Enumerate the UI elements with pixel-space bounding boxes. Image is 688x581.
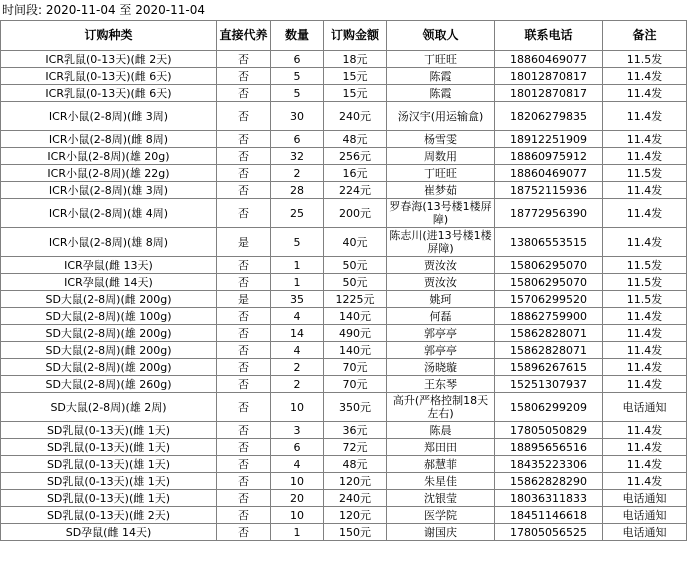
recipient-cell: 何磊 <box>387 308 495 325</box>
table-row <box>1 228 687 257</box>
header-cell: 订购金额 <box>324 21 387 51</box>
phone-cell: 18206279835 <box>495 102 603 131</box>
quantity-cell: 1 <box>271 524 324 541</box>
order-type-cell: ICR小鼠(2-8周)(雄 8周) <box>1 228 217 257</box>
order-type-cell: SD乳鼠(0-13天)(雌 1天) <box>1 490 217 507</box>
note-cell: 11.4发 <box>603 182 687 199</box>
order-type-cell: ICR小鼠(2-8周)(雌 8周) <box>1 131 217 148</box>
note-cell: 11.4发 <box>603 422 687 439</box>
note-cell: 11.4发 <box>603 456 687 473</box>
amount-cell: 50元 <box>324 274 387 291</box>
recipient-cell: 郑田田 <box>387 439 495 456</box>
quantity-cell: 28 <box>271 182 324 199</box>
recipient-cell: 罗春海(13号楼1楼屏障) <box>387 199 495 228</box>
amount-cell: 50元 <box>324 257 387 274</box>
phone-cell: 18860469077 <box>495 165 603 182</box>
header-cell: 订购种类 <box>1 21 217 51</box>
amount-cell: 72元 <box>324 439 387 456</box>
table-row <box>1 507 687 524</box>
direct-rearing-cell: 否 <box>217 422 271 439</box>
table-row <box>1 524 687 541</box>
phone-cell: 13806553515 <box>495 228 603 257</box>
recipient-cell: 郭亭亭 <box>387 342 495 359</box>
note-cell: 11.4发 <box>603 473 687 490</box>
direct-rearing-cell: 否 <box>217 148 271 165</box>
quantity-cell: 2 <box>271 376 324 393</box>
note-cell: 11.5发 <box>603 257 687 274</box>
phone-cell: 18451146618 <box>495 507 603 524</box>
order-type-cell: ICR孕鼠(雌 13天) <box>1 257 217 274</box>
quantity-cell: 5 <box>271 228 324 257</box>
direct-rearing-cell: 否 <box>217 102 271 131</box>
quantity-cell: 10 <box>271 473 324 490</box>
direct-rearing-cell: 否 <box>217 359 271 376</box>
quantity-cell: 25 <box>271 199 324 228</box>
quantity-cell: 6 <box>271 439 324 456</box>
direct-rearing-cell: 否 <box>217 524 271 541</box>
quantity-cell: 4 <box>271 342 324 359</box>
amount-cell: 256元 <box>324 148 387 165</box>
recipient-cell: 周数用 <box>387 148 495 165</box>
note-cell: 11.5发 <box>603 291 687 308</box>
recipient-cell: 陈霞 <box>387 85 495 102</box>
direct-rearing-cell: 否 <box>217 68 271 85</box>
direct-rearing-cell: 否 <box>217 51 271 68</box>
table-row <box>1 68 687 85</box>
quantity-cell: 4 <box>271 308 324 325</box>
recipient-cell: 高升(严格控制18天左右) <box>387 393 495 422</box>
note-cell: 11.4发 <box>603 325 687 342</box>
direct-rearing-cell: 否 <box>217 182 271 199</box>
phone-cell: 18912251909 <box>495 131 603 148</box>
recipient-cell: 汤晓璇 <box>387 359 495 376</box>
table-row <box>1 325 687 342</box>
amount-cell: 490元 <box>324 325 387 342</box>
order-type-cell: SD乳鼠(0-13天)(雌 2天) <box>1 507 217 524</box>
table-row <box>1 376 687 393</box>
amount-cell: 15元 <box>324 68 387 85</box>
quantity-cell: 14 <box>271 325 324 342</box>
table-row <box>1 359 687 376</box>
header-cell: 领取人 <box>387 21 495 51</box>
phone-cell: 17805056525 <box>495 524 603 541</box>
direct-rearing-cell: 否 <box>217 376 271 393</box>
recipient-cell: 沈银莹 <box>387 490 495 507</box>
order-type-cell: SD大鼠(2-8周)(雄 260g) <box>1 376 217 393</box>
table-row <box>1 257 687 274</box>
quantity-cell: 3 <box>271 422 324 439</box>
phone-cell: 18895656516 <box>495 439 603 456</box>
amount-cell: 140元 <box>324 342 387 359</box>
order-type-cell: ICR乳鼠(0-13天)(雌 6天) <box>1 85 217 102</box>
phone-cell: 17805050829 <box>495 422 603 439</box>
direct-rearing-cell: 是 <box>217 291 271 308</box>
phone-cell: 15862828290 <box>495 473 603 490</box>
amount-cell: 120元 <box>324 507 387 524</box>
recipient-cell: 朱星佳 <box>387 473 495 490</box>
note-cell: 11.5发 <box>603 274 687 291</box>
table-row <box>1 308 687 325</box>
phone-cell: 15706299520 <box>495 291 603 308</box>
note-cell: 11.4发 <box>603 342 687 359</box>
amount-cell: 120元 <box>324 473 387 490</box>
header-row <box>1 21 687 51</box>
recipient-cell: 陈霞 <box>387 68 495 85</box>
direct-rearing-cell: 否 <box>217 199 271 228</box>
recipient-cell: 谢国庆 <box>387 524 495 541</box>
orders-body <box>1 51 687 541</box>
recipient-cell: 汤汉宇(用运输盒) <box>387 102 495 131</box>
recipient-cell: 姚珂 <box>387 291 495 308</box>
date-range: 时间段: 2020-11-04 至 2020-11-04 <box>2 3 205 17</box>
amount-cell: 18元 <box>324 51 387 68</box>
order-type-cell: SD乳鼠(0-13天)(雄 1天) <box>1 456 217 473</box>
note-cell: 11.4发 <box>603 85 687 102</box>
phone-cell: 18012870817 <box>495 85 603 102</box>
order-type-cell: ICR乳鼠(0-13天)(雌 6天) <box>1 68 217 85</box>
header-cell: 联系电话 <box>495 21 603 51</box>
recipient-cell: 郭亭亭 <box>387 325 495 342</box>
phone-cell: 18036311833 <box>495 490 603 507</box>
note-cell: 11.4发 <box>603 102 687 131</box>
header-cell: 直接代养 <box>217 21 271 51</box>
table-row <box>1 148 687 165</box>
recipient-cell: 陈晨 <box>387 422 495 439</box>
note-cell: 11.4发 <box>603 376 687 393</box>
direct-rearing-cell: 否 <box>217 490 271 507</box>
phone-cell: 15806295070 <box>495 257 603 274</box>
direct-rearing-cell: 否 <box>217 456 271 473</box>
direct-rearing-cell: 否 <box>217 85 271 102</box>
recipient-cell: 贾汝汝 <box>387 257 495 274</box>
recipient-cell: 贾汝汝 <box>387 274 495 291</box>
note-cell: 11.4发 <box>603 199 687 228</box>
quantity-cell: 2 <box>271 165 324 182</box>
note-cell: 11.4发 <box>603 131 687 148</box>
table-row <box>1 422 687 439</box>
order-type-cell: SD大鼠(2-8周)(雄 200g) <box>1 325 217 342</box>
phone-cell: 18860975912 <box>495 148 603 165</box>
order-type-cell: ICR孕鼠(雌 14天) <box>1 274 217 291</box>
phone-cell: 18862759900 <box>495 308 603 325</box>
order-type-cell: SD乳鼠(0-13天)(雌 1天) <box>1 439 217 456</box>
order-type-cell: ICR小鼠(2-8周)(雄 22g) <box>1 165 217 182</box>
amount-cell: 240元 <box>324 490 387 507</box>
amount-cell: 36元 <box>324 422 387 439</box>
direct-rearing-cell: 否 <box>217 507 271 524</box>
note-cell: 11.4发 <box>603 308 687 325</box>
phone-cell: 15806299209 <box>495 393 603 422</box>
direct-rearing-cell: 否 <box>217 131 271 148</box>
order-type-cell: SD大鼠(2-8周)(雌 200g) <box>1 291 217 308</box>
note-cell: 11.4发 <box>603 228 687 257</box>
direct-rearing-cell: 否 <box>217 274 271 291</box>
note-cell: 11.4发 <box>603 148 687 165</box>
quantity-cell: 2 <box>271 359 324 376</box>
phone-cell: 15862828071 <box>495 342 603 359</box>
note-cell: 电话通知 <box>603 393 687 422</box>
phone-cell: 18752115936 <box>495 182 603 199</box>
direct-rearing-cell: 否 <box>217 342 271 359</box>
amount-cell: 70元 <box>324 376 387 393</box>
quantity-cell: 10 <box>271 507 324 524</box>
table-row <box>1 439 687 456</box>
header-cell: 备注 <box>603 21 687 51</box>
note-cell: 11.4发 <box>603 439 687 456</box>
note-cell: 11.5发 <box>603 165 687 182</box>
quantity-cell: 4 <box>271 456 324 473</box>
table-row <box>1 291 687 308</box>
orders-table <box>0 20 687 541</box>
direct-rearing-cell: 否 <box>217 325 271 342</box>
order-type-cell: ICR小鼠(2-8周)(雄 3周) <box>1 182 217 199</box>
quantity-cell: 30 <box>271 102 324 131</box>
direct-rearing-cell: 否 <box>217 165 271 182</box>
amount-cell: 150元 <box>324 524 387 541</box>
table-row <box>1 182 687 199</box>
table-row <box>1 102 687 131</box>
amount-cell: 200元 <box>324 199 387 228</box>
order-type-cell: SD大鼠(2-8周)(雄 200g) <box>1 359 217 376</box>
order-type-cell: ICR小鼠(2-8周)(雄 4周) <box>1 199 217 228</box>
quantity-cell: 35 <box>271 291 324 308</box>
quantity-cell: 6 <box>271 51 324 68</box>
amount-cell: 48元 <box>324 456 387 473</box>
table-row <box>1 490 687 507</box>
order-type-cell: SD孕鼠(雌 14天) <box>1 524 217 541</box>
direct-rearing-cell: 否 <box>217 308 271 325</box>
amount-cell: 1225元 <box>324 291 387 308</box>
direct-rearing-cell: 否 <box>217 439 271 456</box>
recipient-cell: 丁旺旺 <box>387 51 495 68</box>
table-row <box>1 85 687 102</box>
table-row <box>1 51 687 68</box>
order-type-cell: ICR乳鼠(0-13天)(雌 2天) <box>1 51 217 68</box>
note-cell: 11.4发 <box>603 68 687 85</box>
phone-cell: 18012870817 <box>495 68 603 85</box>
quantity-cell: 1 <box>271 257 324 274</box>
amount-cell: 350元 <box>324 393 387 422</box>
note-cell: 11.5发 <box>603 51 687 68</box>
recipient-cell: 王东琴 <box>387 376 495 393</box>
quantity-cell: 5 <box>271 68 324 85</box>
note-cell: 电话通知 <box>603 490 687 507</box>
note-cell: 电话通知 <box>603 524 687 541</box>
table-row <box>1 131 687 148</box>
phone-cell: 15251307937 <box>495 376 603 393</box>
quantity-cell: 10 <box>271 393 324 422</box>
order-type-cell: SD大鼠(2-8周)(雄 2周) <box>1 393 217 422</box>
note-cell: 电话通知 <box>603 507 687 524</box>
order-type-cell: SD大鼠(2-8周)(雌 200g) <box>1 342 217 359</box>
order-type-cell: SD乳鼠(0-13天)(雌 1天) <box>1 422 217 439</box>
table-row <box>1 274 687 291</box>
order-type-cell: ICR小鼠(2-8周)(雄 20g) <box>1 148 217 165</box>
amount-cell: 140元 <box>324 308 387 325</box>
quantity-cell: 1 <box>271 274 324 291</box>
phone-cell: 15806295070 <box>495 274 603 291</box>
table-row <box>1 342 687 359</box>
amount-cell: 16元 <box>324 165 387 182</box>
quantity-cell: 32 <box>271 148 324 165</box>
amount-cell: 15元 <box>324 85 387 102</box>
phone-cell: 15862828071 <box>495 325 603 342</box>
table-row <box>1 393 687 422</box>
recipient-cell: 崔梦茹 <box>387 182 495 199</box>
table-row <box>1 199 687 228</box>
table-row <box>1 473 687 490</box>
phone-cell: 18860469077 <box>495 51 603 68</box>
direct-rearing-cell: 否 <box>217 257 271 274</box>
amount-cell: 40元 <box>324 228 387 257</box>
phone-cell: 18435223306 <box>495 456 603 473</box>
table-row <box>1 165 687 182</box>
table-row <box>1 456 687 473</box>
recipient-cell: 医学院 <box>387 507 495 524</box>
recipient-cell: 陈志川(进13号楼1楼屏障) <box>387 228 495 257</box>
direct-rearing-cell: 是 <box>217 228 271 257</box>
recipient-cell: 杨雪雯 <box>387 131 495 148</box>
amount-cell: 240元 <box>324 102 387 131</box>
order-type-cell: SD大鼠(2-8周)(雄 100g) <box>1 308 217 325</box>
phone-cell: 18772956390 <box>495 199 603 228</box>
amount-cell: 70元 <box>324 359 387 376</box>
amount-cell: 224元 <box>324 182 387 199</box>
direct-rearing-cell: 否 <box>217 393 271 422</box>
direct-rearing-cell: 否 <box>217 473 271 490</box>
order-type-cell: ICR小鼠(2-8周)(雌 3周) <box>1 102 217 131</box>
recipient-cell: 郝慧菲 <box>387 456 495 473</box>
note-cell: 11.4发 <box>603 359 687 376</box>
quantity-cell: 6 <box>271 131 324 148</box>
amount-cell: 48元 <box>324 131 387 148</box>
order-type-cell: SD乳鼠(0-13天)(雄 1天) <box>1 473 217 490</box>
quantity-cell: 5 <box>271 85 324 102</box>
phone-cell: 15896267615 <box>495 359 603 376</box>
recipient-cell: 丁旺旺 <box>387 165 495 182</box>
quantity-cell: 20 <box>271 490 324 507</box>
header-cell: 数量 <box>271 21 324 51</box>
